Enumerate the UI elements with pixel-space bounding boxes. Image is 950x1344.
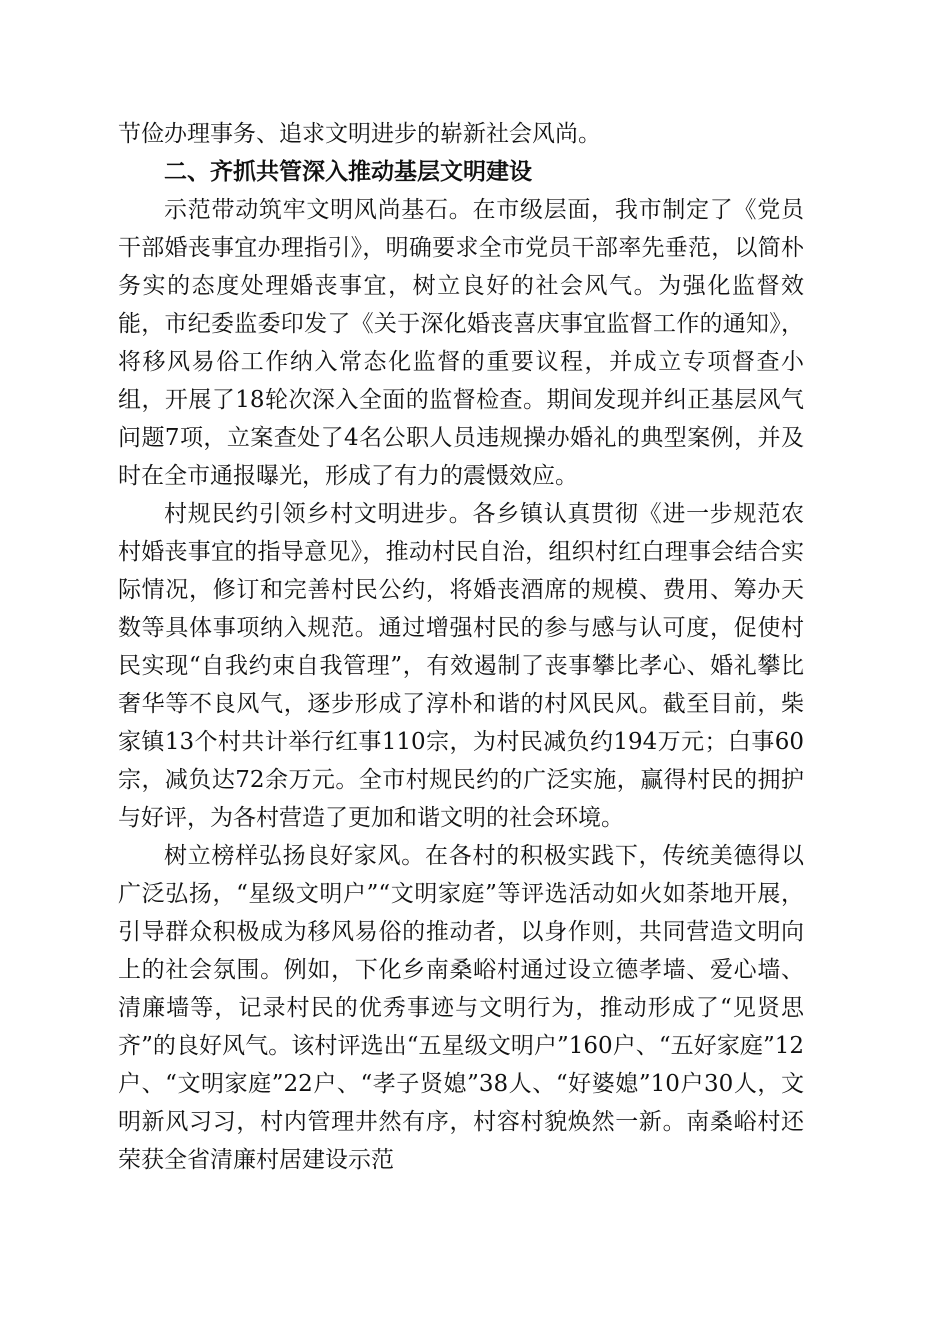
section-heading: 二、齐抓共管深入推动基层文明建设 xyxy=(164,159,532,185)
paragraph-continuation: 节俭办理事务、追求文明进步的崭新社会风尚。 xyxy=(118,121,601,147)
paragraph-village-rules: 村规民约引领乡村文明进步。各乡镇认真贯彻《进一步规范农村婚丧事宜的指导意见》，推动村民自治，组织村红白理事会结合实际情况，修订和完善村民公约，将婚丧酒席的规模、费用、筹办天数等具体事项纳入规范。通过增强村民的参与感与认可度，促使村民实现“自我约束自我管理”，有效遏制了丧事攀比孝心、婚礼攀比奢华等不良风气，逐步形成了淳朴和谐的村风民风。截至目前，柴家镇13个村共计举行红事110宗，为村民减负约194万元；白事60宗，减负达72余万元。全市村规民约的广泛实施，赢得村民的拥护与好评，为各村营造了更加和谐文明的社会环境。 xyxy=(118,501,804,831)
paragraph-demonstration: 示范带动筑牢文明风尚基石。在市级层面，我市制定了《党员干部婚丧事宜办理指引》，明确要求全市党员干部率先垂范，以简朴务实的态度处理婚丧事宜，树立良好的社会风气。为强化监督效能，市纪委监委印发了《关于深化婚丧喜庆事宜监督工作的通知》，将移风易俗工作纳入常态化监督的重要议程，并成立专项督查小组，开展了18轮次深入全面的监督检查。期间发现并纠正基层风气问题7项，立案查处了4名公职人员违规操办婚礼的典型案例，并及时在全市通报曝光，形成了有力的震慑效应。 xyxy=(118,197,804,489)
paragraph-role-models: 树立榜样弘扬良好家风。在各村的积极实践下，传统美德得以广泛弘扬，“星级文明户”“文明家庭”等评选活动如火如荼地开展，引导群众积极成为移风易俗的推动者，以身作则，共同营造文明向上的社会氛围。例如，下化乡南桑峪村通过设立德孝墙、爱心墙、清廉墙等，记录村民的优秀事迹与文明行为，推动形成了“见贤思齐”的良好风气。该村评选出“五星级文明户”160户、“五好家庭”12户、“文明家庭”22户、“孝子贤媳”38人、“好婆媳”10户30人，文明新风习习，村内管理井然有序，村容村貌焕然一新。南桑峪村还荣获全省清廉村居建设示范 xyxy=(118,843,804,1173)
document-page xyxy=(118,115,804,1179)
